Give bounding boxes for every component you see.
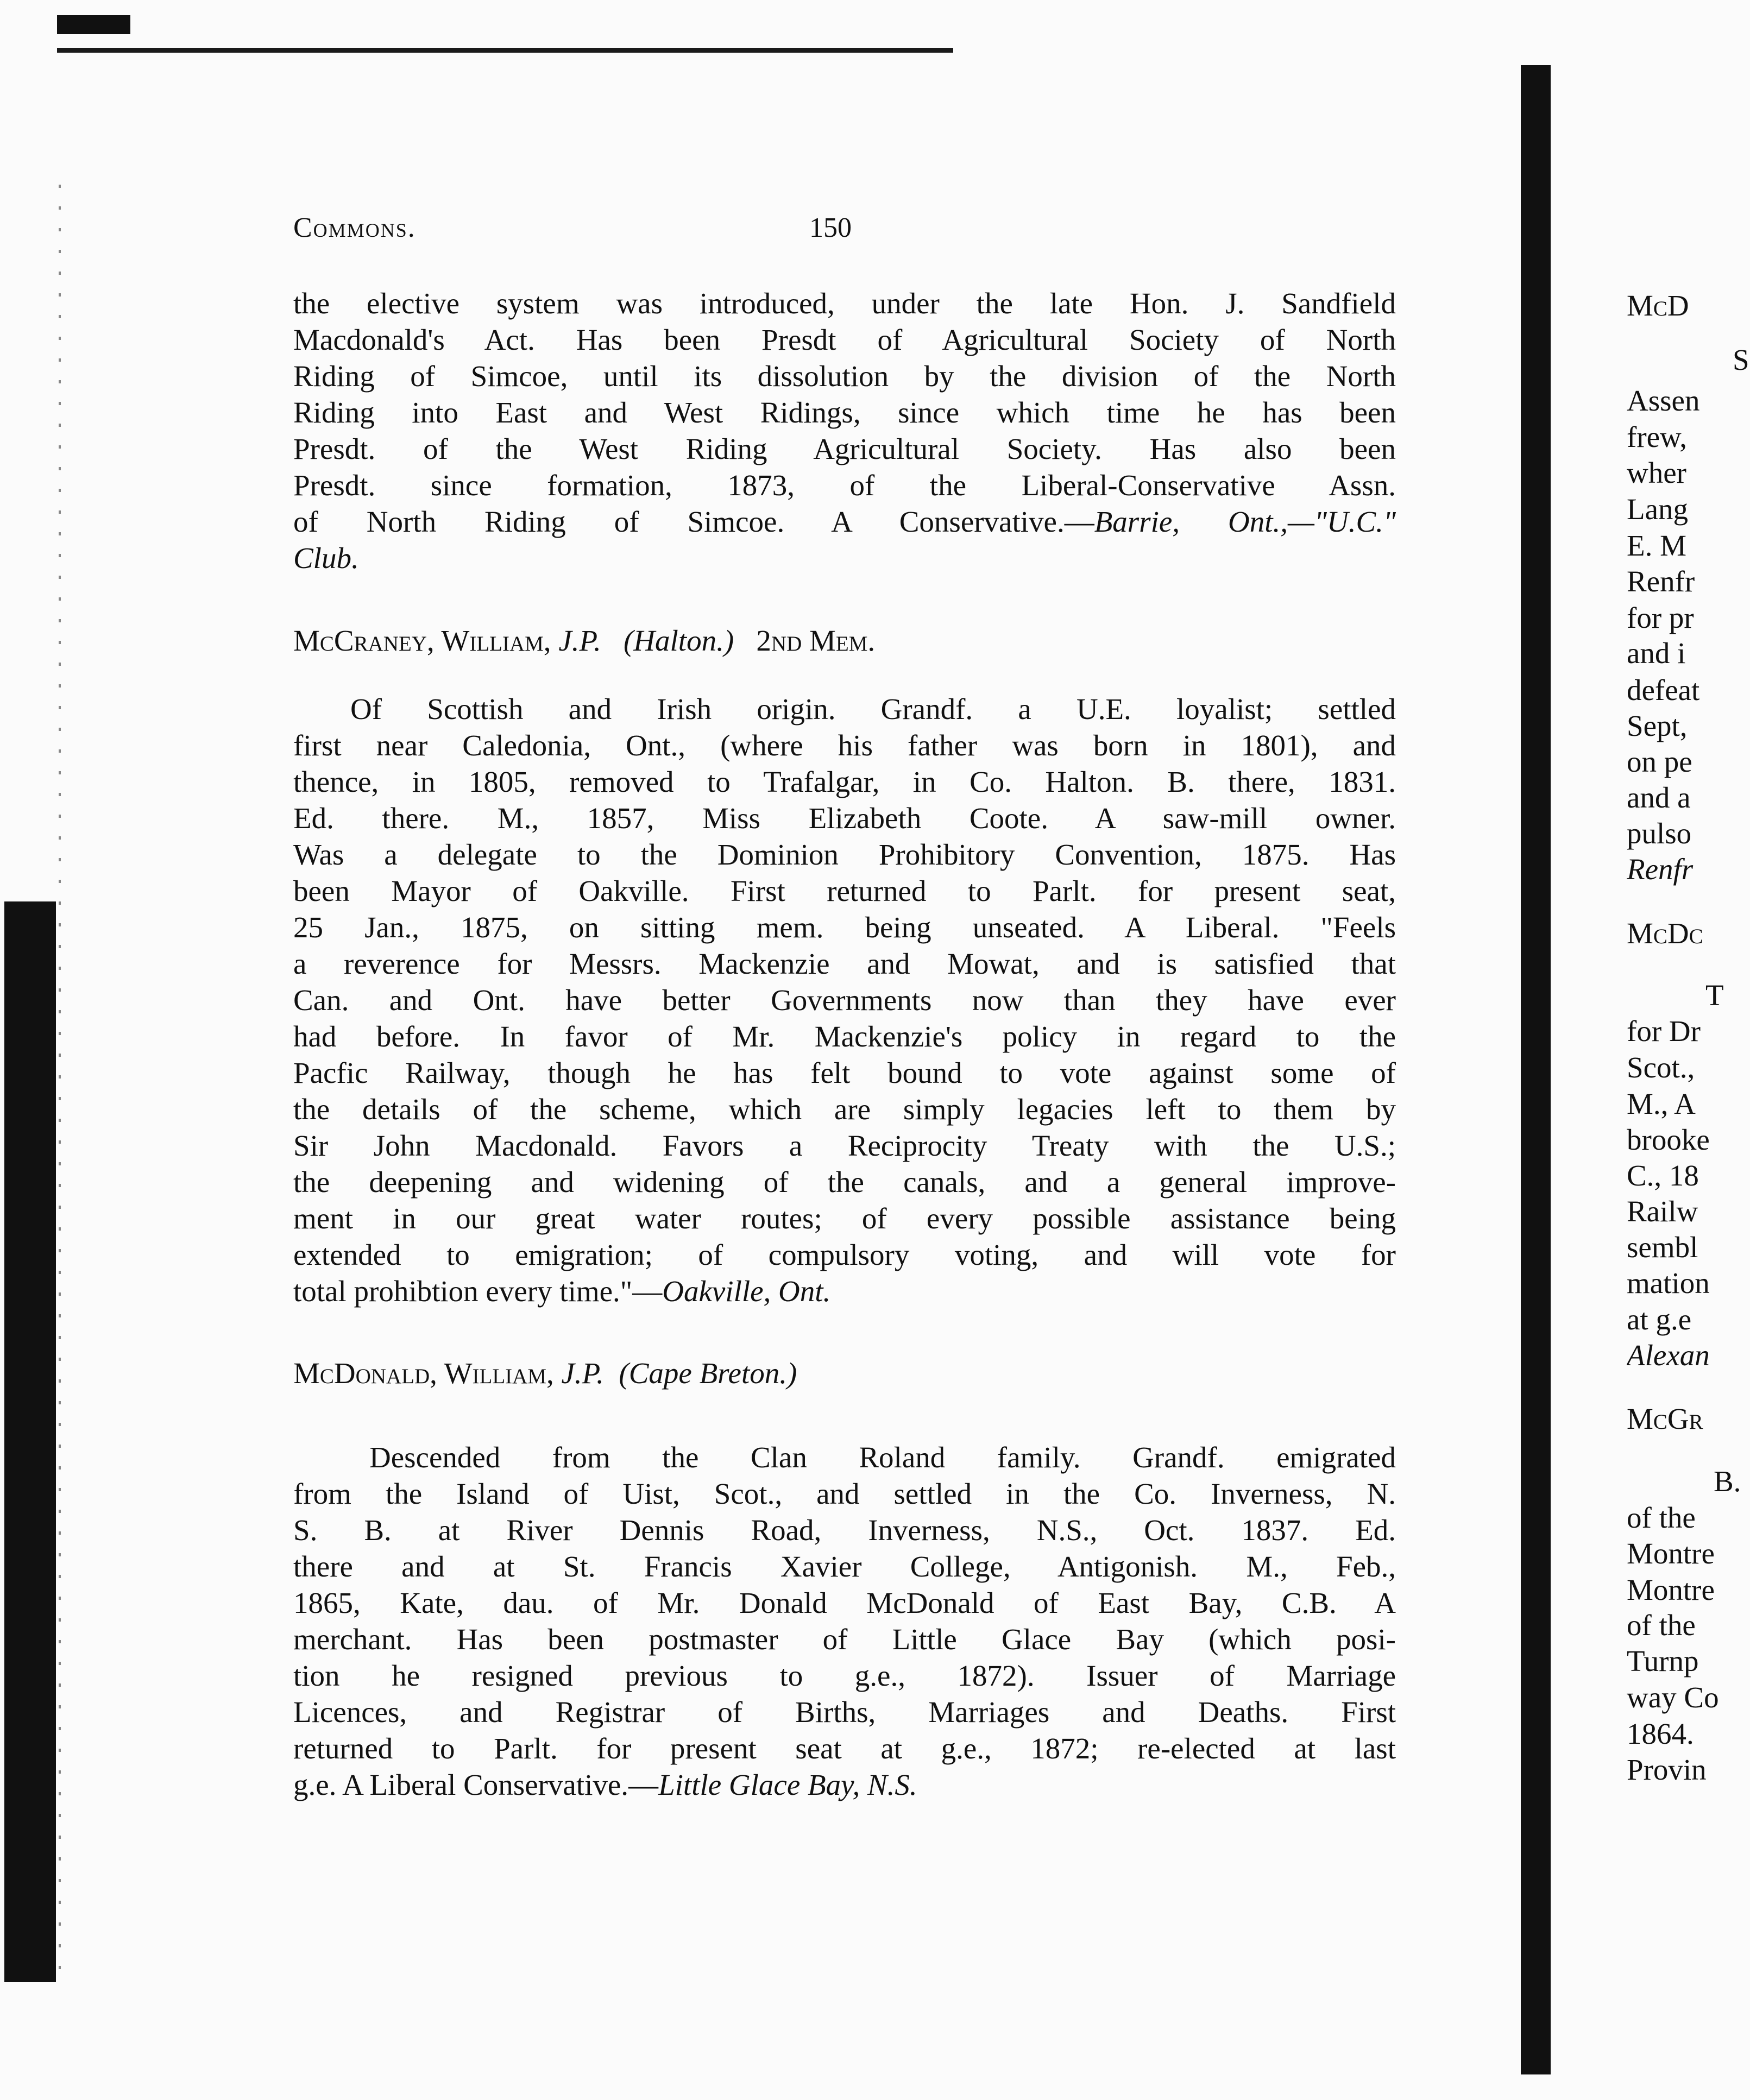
running-head (293, 212, 891, 250)
edge-fragment: T (1705, 979, 1724, 1012)
edge-fragment: mation (1627, 1266, 1710, 1300)
text-line (293, 1767, 1396, 1803)
edge-fragment: Lang (1627, 493, 1689, 526)
member-name: McCraney, William, (293, 624, 551, 657)
text-line: 25 Jan., 1875, on sitting mem. being unseated. A Liberal. "Feels (293, 911, 1396, 944)
member-name: McDonald, William, (293, 1357, 554, 1390)
riding: (Halton.) (623, 624, 734, 657)
text-line: merchant. Has been postmaster of Little Glace Bay (which posi- (293, 1623, 1396, 1656)
member-title: J.P. (561, 1357, 604, 1390)
text-line: a reverence for Messrs. Mackenzie and Mowat, and is satisfied that (293, 947, 1396, 980)
edge-fragment: Assen (1627, 384, 1700, 417)
edge-fragment: McD (1627, 289, 1689, 322)
page-number: 150 (809, 212, 852, 243)
text-line: the deepening and widening of the canals, and a general improve- (293, 1165, 1396, 1199)
edge-fragment: Renfr (1627, 853, 1694, 886)
edge-fragment: of the (1627, 1501, 1696, 1534)
text-line: first near Caledonia, Ont., (where his father was born in 1801), and (293, 729, 1396, 762)
member-title: J.P. (558, 624, 601, 657)
edge-fragment: Provin (1627, 1753, 1707, 1786)
edge-fragment: defeat (1627, 673, 1700, 707)
edge-fragment: frew, (1627, 420, 1687, 453)
text-line: had before. In favor of Mr. Mackenzie's policy in regard to the (293, 1020, 1396, 1053)
text-line: Riding of Simcoe, until its dissolution by the division of the North (293, 360, 1396, 393)
edge-fragment: pulso (1627, 817, 1692, 850)
top-rule (57, 48, 953, 53)
edge-fragment: Montre (1627, 1573, 1715, 1606)
text-line: been Mayor of Oakville. First returned to Parlt. for present seat, (293, 874, 1396, 907)
edge-fragment: S (1733, 343, 1749, 376)
text-line: Ed. there. M., 1857, Miss Elizabeth Coote. A saw-mill owner. (293, 802, 1396, 835)
edge-fragment: sembl (1627, 1231, 1698, 1264)
edge-fragment: E. M (1627, 529, 1686, 562)
text-line: thence, in 1805, removed to Trafalgar, in Co. Halton. B. there, 1831. (293, 765, 1396, 798)
place-text: Little Glace Bay, N.S. (658, 1768, 917, 1801)
edge-fragment: at g.e (1627, 1303, 1692, 1336)
riding: (Cape Breton.) (619, 1357, 797, 1390)
text-line: there and at St. Francis Xavier College, Antigonish. M., Feb., (293, 1550, 1396, 1583)
edge-fragment: Railw (1627, 1195, 1698, 1228)
binding-dots (59, 185, 61, 1977)
text-line (293, 1273, 1396, 1309)
edge-fragment: and a (1627, 781, 1691, 814)
text-line: extended to emigration; of compulsory voting, and will vote for (293, 1238, 1396, 1271)
continuation-paragraph (293, 285, 1396, 576)
running-head-title: Commons. (293, 212, 416, 243)
entry-heading (293, 623, 875, 658)
text-line: the elective system was introduced, under the late Hon. J. Sandfield (293, 287, 1396, 320)
text-line (293, 503, 1396, 540)
edge-fragment: Turnp (1627, 1644, 1699, 1678)
text-line: 1865, Kate, dau. of Mr. Donald McDonald of East Bay, C.B. A (293, 1586, 1396, 1619)
text-line: Macdonald's Act. Has been Presdt of Agricultural Society of North (293, 323, 1396, 356)
edge-fragment: Renfr (1627, 565, 1695, 598)
text-line: Sir John Macdonald. Favors a Reciprocity Treaty with the U.S.; (293, 1129, 1396, 1162)
edge-fragment: way Co (1627, 1681, 1719, 1714)
edge-fragment: M., A (1627, 1087, 1696, 1120)
edge-fragment: B. (1714, 1465, 1741, 1498)
text-segment: total prohibtion every time."— (293, 1275, 663, 1308)
edge-fragment: for pr (1627, 601, 1694, 634)
edge-fragment: and i (1627, 636, 1686, 670)
text-line: the details of the scheme, which are simply legacies left to them by (293, 1093, 1396, 1126)
text-line: Was a delegate to the Dominion Prohibitory Convention, 1875. Has (293, 838, 1396, 871)
text-line: Licences, and Registrar of Births, Marriages and Deaths. First (293, 1695, 1396, 1729)
edge-fragment: McDc (1627, 917, 1703, 950)
edge-fragment: 1864. (1627, 1717, 1694, 1750)
text-line: Club. (293, 541, 359, 575)
edge-fragment: on pe (1627, 745, 1692, 778)
edge-fragment: McGr (1627, 1402, 1703, 1435)
edge-fragment: Scot., (1627, 1051, 1695, 1084)
edge-fragment: Sept, (1627, 709, 1688, 742)
edge-fragment: brooke (1627, 1123, 1710, 1156)
place-text: Barrie, Ont.,—"U.C." (1094, 505, 1396, 538)
text-line: tion he resigned previous to g.e., 1872). Issuer of Marriage (293, 1659, 1396, 1692)
edge-fragment: C., 18 (1627, 1159, 1699, 1192)
text-line: Can. and Ont. have better Governments now than they have ever (293, 983, 1396, 1017)
edge-fragment: wher (1627, 456, 1686, 489)
text-line: Presdt. of the West Riding Agricultural Society. Has also been (293, 432, 1396, 465)
edge-fragment: Alexan (1627, 1339, 1710, 1372)
text-line: Descended from the Clan Roland family. Grandf. emigrated (369, 1441, 1396, 1474)
place-text: Oakville, Ont. (662, 1275, 831, 1308)
entry-body (293, 691, 1396, 1309)
text-line: returned to Parlt. for present seat at g.e., 1872; re-elected at last (293, 1732, 1396, 1765)
text-segment: of North Riding of Simcoe. A Conservative.— (293, 505, 1094, 538)
page-gutter (1521, 65, 1551, 2074)
adjacent-page-column (1627, 277, 1750, 2015)
member-suffix: 2nd Mem. (756, 624, 876, 657)
text-line: ment in our great water routes; of every possible assistance being (293, 1202, 1396, 1235)
edge-fragment: of the (1627, 1609, 1696, 1642)
entry-heading (293, 1356, 797, 1390)
edge-fragment: Montre (1627, 1537, 1715, 1570)
text-line: Pacfic Railway, though he has felt bound to vote against some of (293, 1056, 1396, 1089)
entry-body (293, 1439, 1396, 1803)
edge-fragment: for Dr (1627, 1014, 1701, 1048)
text-line: S. B. at River Dennis Road, Inverness, N.S., Oct. 1837. Ed. (293, 1513, 1396, 1547)
text-line: Riding into East and West Ridings, since which time he has been (293, 396, 1396, 429)
scan-artifact-block (57, 15, 130, 34)
text-segment: g.e. A Liberal Conservative.— (293, 1768, 659, 1801)
text-line: Of Scottish and Irish origin. Grandf. a U.E. loyalist; settled (350, 692, 1396, 726)
scan-edge-left (4, 901, 56, 1982)
text-line: Presdt. since formation, 1873, of the Liberal-Conservative Assn. (293, 469, 1396, 502)
text-line: from the Island of Uist, Scot., and settled in the Co. Inverness, N. (293, 1477, 1396, 1510)
